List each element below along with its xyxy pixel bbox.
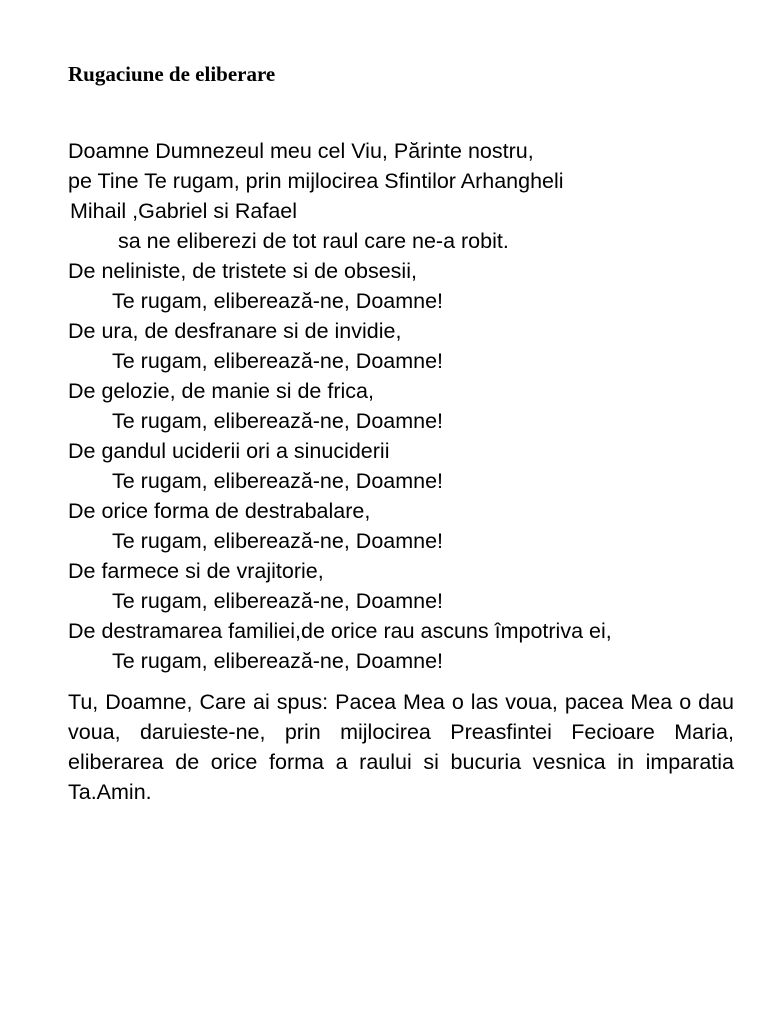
litany-response: Te rugam, eliberează-ne, Doamne! bbox=[112, 649, 444, 673]
litany-invocation: De farmece si de vrajitorie, bbox=[68, 559, 324, 583]
closing-paragraph: Tu, Doamne, Care ai spus: Pacea Mea o las voua, pacea Mea o dau voua, daruieste-ne, prin mijlocirea Preasfintei Fecioare Maria, eliberarea de orice forma a raului si bucuria vesnica in imparatia Ta.Amin. bbox=[68, 690, 734, 804]
opening-line: Doamne Dumnezeul meu cel Viu, Părinte nostru, bbox=[68, 139, 534, 163]
document-title: Rugaciune de eliberare bbox=[68, 62, 276, 86]
litany-response: Te rugam, eliberează-ne, Doamne! bbox=[112, 349, 444, 373]
opening-line: Mihail ,Gabriel si Rafael bbox=[70, 199, 298, 223]
opening-line: sa ne eliberezi de tot raul care ne-a robit. bbox=[118, 229, 509, 253]
litany-response: Te rugam, eliberează-ne, Doamne! bbox=[112, 409, 444, 433]
prayer-body bbox=[68, 136, 734, 676]
litany-invocation: De ura, de desfranare si de invidie, bbox=[68, 319, 402, 343]
litany-response: Te rugam, eliberează-ne, Doamne! bbox=[112, 529, 444, 553]
litany-invocation: De gandul uciderii ori a sinuciderii bbox=[68, 439, 390, 463]
litany-invocation: De destramarea familiei,de orice rau ascuns împotriva ei, bbox=[68, 619, 612, 643]
litany-invocation: De gelozie, de manie si de frica, bbox=[68, 379, 374, 403]
litany-response: Te rugam, eliberează-ne, Doamne! bbox=[112, 469, 444, 493]
opening-line: pe Tine Te rugam, prin mijlocirea Sfintilor Arhangheli bbox=[68, 169, 564, 193]
litany-response: Te rugam, eliberează-ne, Doamne! bbox=[112, 589, 444, 613]
litany-invocation: De orice forma de destrabalare, bbox=[68, 499, 371, 523]
litany-invocation: De neliniste, de tristete si de obsesii, bbox=[68, 259, 417, 283]
litany-response: Te rugam, eliberează-ne, Doamne! bbox=[112, 289, 444, 313]
